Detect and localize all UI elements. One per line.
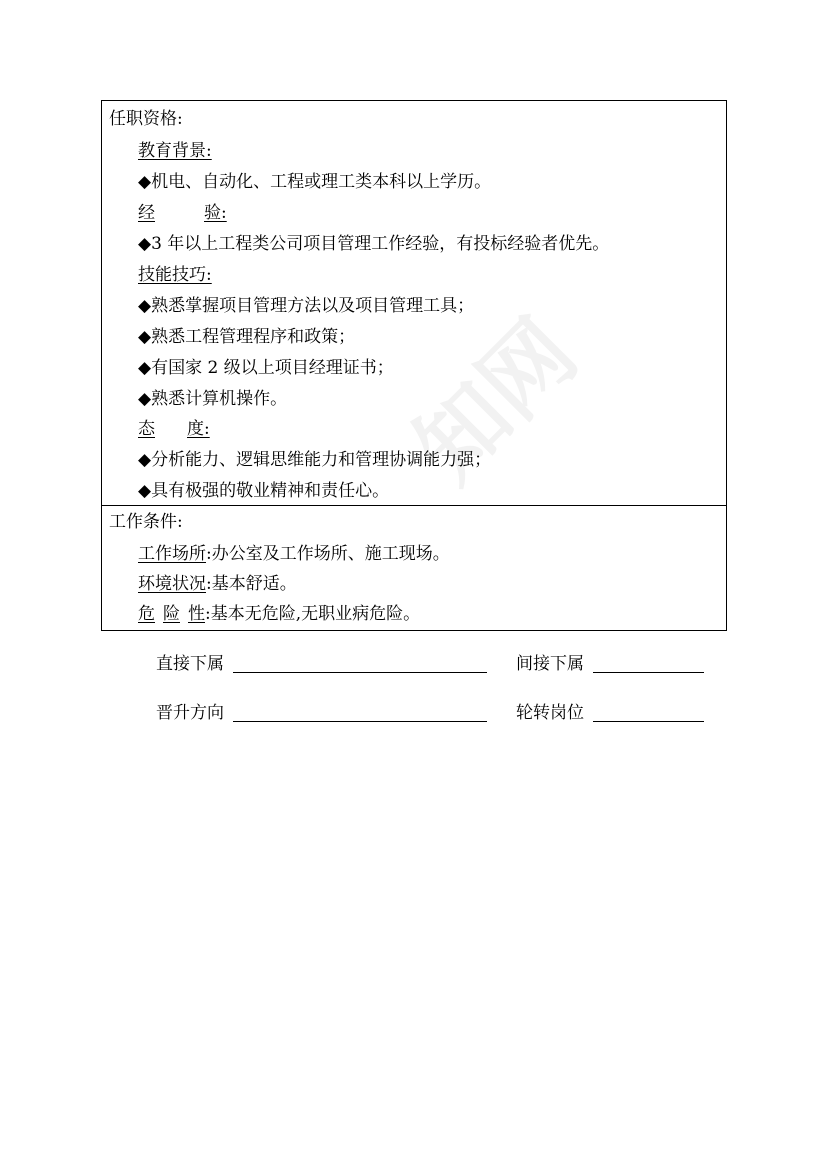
attitude-item: ◆分析能力、逻辑思维能力和管理协调能力强；: [138, 450, 492, 470]
skills-item: ◆有国家 2 级以上项目经理证书；: [138, 358, 394, 378]
promotion-label: 晋升方向: [156, 703, 224, 723]
workplace-label: 工作场所: [138, 544, 206, 564]
watermark: 知网: [395, 300, 597, 502]
environment-row: [138, 574, 297, 594]
direct-subordinate-label: 直接下属: [156, 654, 224, 674]
experience-label-a: 经: [138, 203, 155, 223]
skills-item: ◆熟悉工程管理程序和政策；: [138, 327, 356, 347]
attitude-item: ◆具有极强的敬业精神和责任心。: [138, 481, 390, 501]
rotation-label: 轮转岗位: [516, 703, 584, 723]
indirect-subordinate-field[interactable]: [593, 672, 704, 673]
risk-row: [138, 604, 420, 624]
risk-label-a: 危: [138, 604, 155, 624]
risk-label-b: 险: [163, 604, 180, 624]
conditions-heading: 工作条件:: [109, 512, 183, 532]
environment-value: :基本舒适。: [206, 574, 297, 594]
indirect-subordinate-label: 间接下属: [516, 654, 584, 674]
qualifications-section: [101, 100, 727, 506]
rotation-field[interactable]: [593, 721, 704, 722]
attitude-label-b: 度:: [187, 419, 210, 439]
skills-label: 技能技巧:: [138, 265, 212, 285]
conditions-section: [101, 505, 727, 631]
attitude-label: [138, 419, 210, 439]
experience-label: [138, 203, 227, 223]
skills-item: ◆熟悉计算机操作。: [138, 389, 288, 409]
experience-label-b: 验:: [204, 203, 227, 223]
promotion-field[interactable]: [233, 721, 487, 722]
education-item: ◆机电、自动化、工程或理工类本科以上学历。: [138, 172, 492, 192]
workplace-value: :办公室及工作场所、施工现场。: [206, 544, 450, 564]
risk-value: :基本无危险,无职业病危险。: [205, 604, 421, 624]
education-label: 教育背景:: [138, 141, 212, 161]
risk-label: [138, 604, 205, 624]
workplace-row: [138, 544, 450, 564]
environment-label: 环境状况: [138, 574, 206, 594]
qualifications-heading: 任职资格:: [109, 109, 183, 129]
attitude-label-a: 态: [138, 419, 155, 439]
skills-item: ◆熟悉掌握项目管理方法以及项目管理工具；: [138, 296, 475, 316]
risk-label-c: 性: [188, 604, 205, 624]
experience-item: ◆3 年以上工程类公司项目管理工作经验，有投标经验者优先。: [138, 234, 610, 254]
direct-subordinate-field[interactable]: [233, 672, 487, 673]
